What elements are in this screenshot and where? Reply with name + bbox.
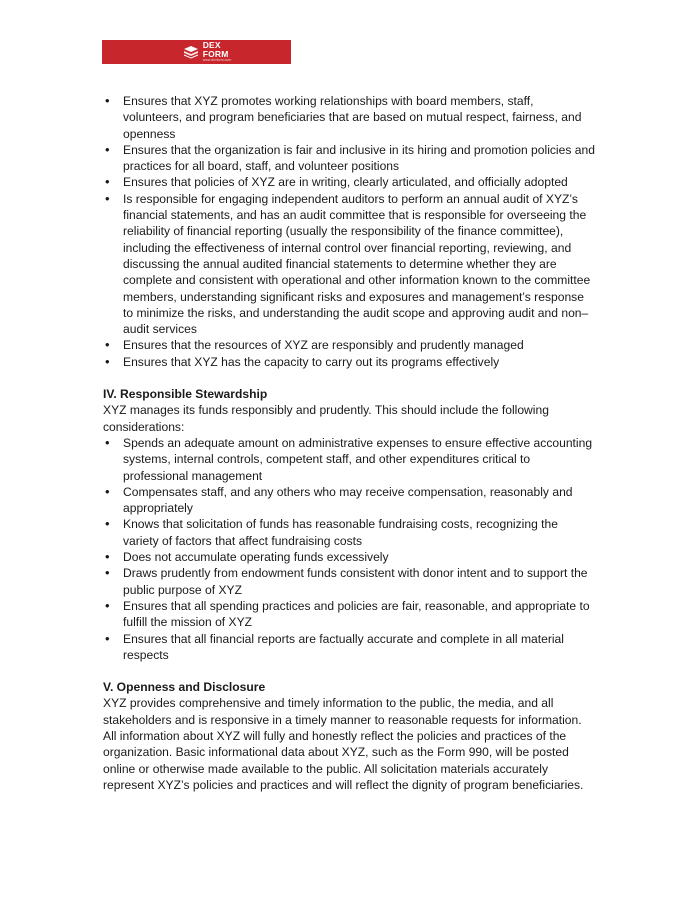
dexform-logo: [182, 41, 232, 63]
header-banner: [102, 40, 291, 64]
list-item: • Ensures that the resources of XYZ are responsibly and prudently managed: [103, 337, 595, 353]
list-item: • Ensures that all spending practices and policies are fair, reasonable, and appropriate to fulfill the mission of XYZ: [103, 598, 595, 631]
logo-url: www.dexform.com: [202, 58, 232, 63]
logo-word-bottom: FORM: [202, 48, 229, 59]
logo-book-icon: [182, 45, 200, 59]
list-item: • Does not accumulate operating funds excessively: [103, 549, 595, 565]
section-title-disclosure: V. Openness and Disclosure: [103, 680, 266, 695]
list-item: • Is responsible for engaging independent auditors to perform an annual audit of XYZ’s financial statements, and has an audit committee that is responsible for overseeing the reliability of financial reporting (usually the responsibility of the finance committee), including the effectiveness of internal control over financial reporting, reviewing, and discussing the annual audited financial statements to determine whether they are complete and consistent with operational and other information known to the committee members, understanding significant risks and exposures and management’s response to minimize the risks, and understanding the audit scope and approving audit and non–audit services: [103, 191, 595, 338]
section-intro-stewardship: XYZ manages its funds responsibly and prudently. This should include the following considerations:: [103, 403, 549, 434]
section-title-stewardship: IV. Responsible Stewardship: [103, 387, 268, 402]
responsibilities-list: [103, 93, 595, 370]
list-item: • Compensates staff, and any others who may receive compensation, reasonably and appropriately: [103, 484, 595, 517]
list-item: • Ensures that XYZ has the capacity to carry out its programs effectively: [103, 354, 595, 370]
list-item: • Ensures that policies of XYZ are in writing, clearly articulated, and officially adopted: [103, 174, 595, 190]
list-item: • Draws prudently from endowment funds consistent with donor intent and to support the public purpose of XYZ: [103, 565, 595, 598]
stewardship-list: [103, 435, 595, 663]
list-item: • Spends an adequate amount on administrative expenses to ensure effective accounting systems, internal controls, competent staff, and other expenditures critical to professional management: [103, 435, 595, 484]
section-body-disclosure: XYZ provides comprehensive and timely information to the public, the media, and all stakeholders and is responsive in a timely manner to reasonable requests for information. All information about XYZ will fully and honestly reflect the policies and practices of the organization. Basic informational data about XYZ, such as the Form 990, will be posted online or otherwise made available to the public. All solicitation materials accurately represent XYZ’s policies and practices and will reflect the dignity of program beneficiaries.: [103, 696, 584, 792]
list-item: • Ensures that all financial reports are factually accurate and complete in all material respects: [103, 631, 595, 664]
list-item: • Knows that solicitation of funds has reasonable fundraising costs, recognizing the variety of factors that affect fundraising costs: [103, 516, 595, 549]
list-item: • Ensures that the organization is fair and inclusive in its hiring and promotion policies and practices for all board, staff, and volunteer positions: [103, 142, 595, 175]
document-body: [103, 93, 595, 793]
list-item: • Ensures that XYZ promotes working relationships with board members, staff, volunteers, and program beneficiaries that are based on mutual respect, fairness, and openness: [103, 93, 595, 142]
logo-word-top: DEX: [202, 40, 221, 51]
